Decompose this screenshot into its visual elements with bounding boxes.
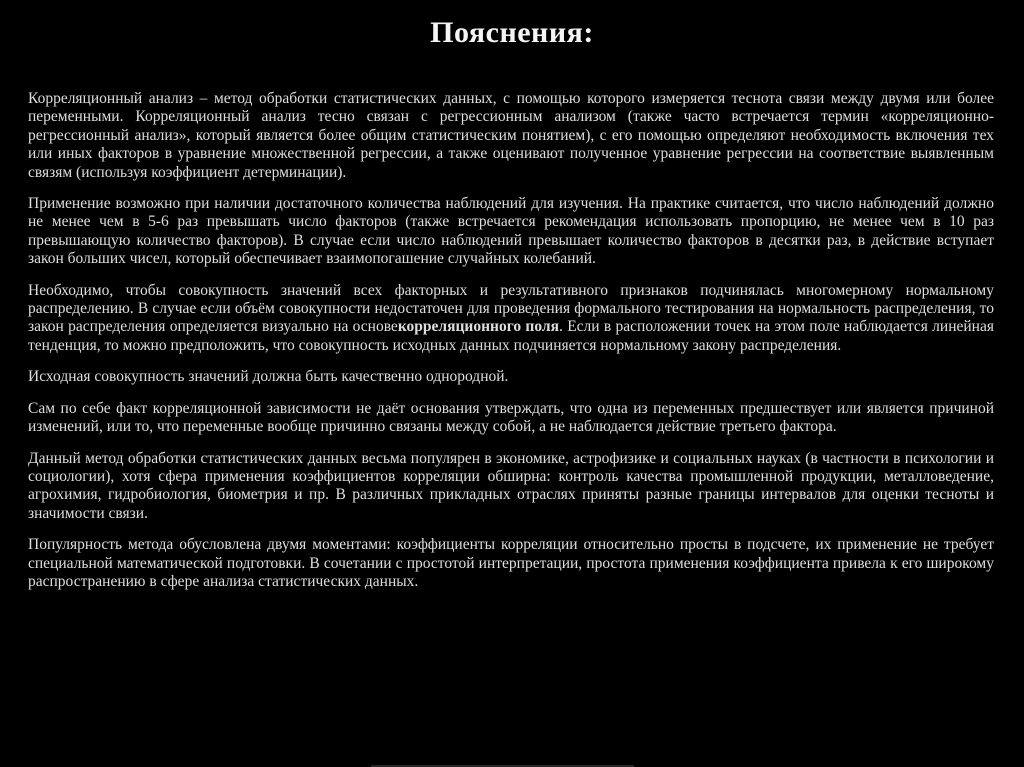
paragraph-application-fields: Данный метод обработки статистических данных весьма популярен в экономике, астрофизике и социальных науках (в частности в психологии и социологии), хотя сфера применения коэффициентов корреляции обширна: контроль качества промышленной продукции, металловедение, агрохимия, гидробиология, биометрия и пр. В различных прикладных отраслях приняты разные границы интервалов для оценки тесноты и значимости связи.: [28, 449, 994, 522]
slide-body: [0, 50, 1024, 591]
paragraph-causality-caveat: Сам по себе факт корреляционной зависимости не даёт основания утверждать, что одна из переменных предшествует или является причиной изменений, или то, что переменные вообще причинно связаны между собой, а не наблюдается действие третьего фактора.: [28, 399, 994, 436]
paragraph-normal-distribution: [28, 282, 994, 356]
slide-title: Пояснения:: [430, 16, 594, 49]
paragraph-normal-distribution-text: Необходимо, чтобы совокупность значений всех факторных и результативного признаков подчинялась многомерному нормальному распределению. В случае если объём совокупности недостаточен для проведения формального тестирования на нормальность распределения, то закон распределения определяется визуально на основе: [28, 281, 994, 336]
paragraph-correlation-definition: Корреляционный анализ – метод обработки статистических данных, с помощью которого измеряется теснота связи между двумя или более переменными. Корреляционный анализ тесно связан с регрессионным анализом (также часто встречается термин «корреляционно-регрессионный анализ», который является более общим статистическим понятием), с его помощью определяют необходимость включения тех или иных факторов в уравнение множественной регрессии, а также оценивают полученное уравнение регрессии на соответствие выявленным связям (используя коэффициент детерминации).: [28, 90, 994, 181]
paragraph-application-conditions: Применение возможно при наличии достаточного количества наблюдений для изучения. На практике считается, что число наблюдений должно не менее чем в 5-6 раз превышать число факторов (также встречается рекомендация использовать пропорцию, не менее чем в 10 раз превышающую количество факторов). В случае если число наблюдений превышает количество факторов в десятки раз, в действие вступает закон больших чисел, который обеспечивает взаимопогашение случайных колебаний.: [28, 195, 994, 268]
paragraph-normal-distribution-text-after: . Если в расположении точек на этом поле наблюдается линейная тенденция, то можно предположить, что совокупность исходных данных подчиняется нормальному закону распределения.: [28, 318, 994, 354]
paragraph-homogeneity: Исходная совокупность значений должна быть качественно однородной.: [28, 368, 509, 386]
paragraph-popularity-reasons: Популярность метода обусловлена двумя моментами: коэффициенты корреляции относительно просты в подсчете, их применение не требует специальной математической подготовки. В сочетании с простотой интерпретации, простота применения коэффициента привела к его широкому распространению в сфере анализа статистических данных.: [28, 536, 994, 590]
correlation-field-bold-term: корреляционного поля: [397, 318, 559, 336]
